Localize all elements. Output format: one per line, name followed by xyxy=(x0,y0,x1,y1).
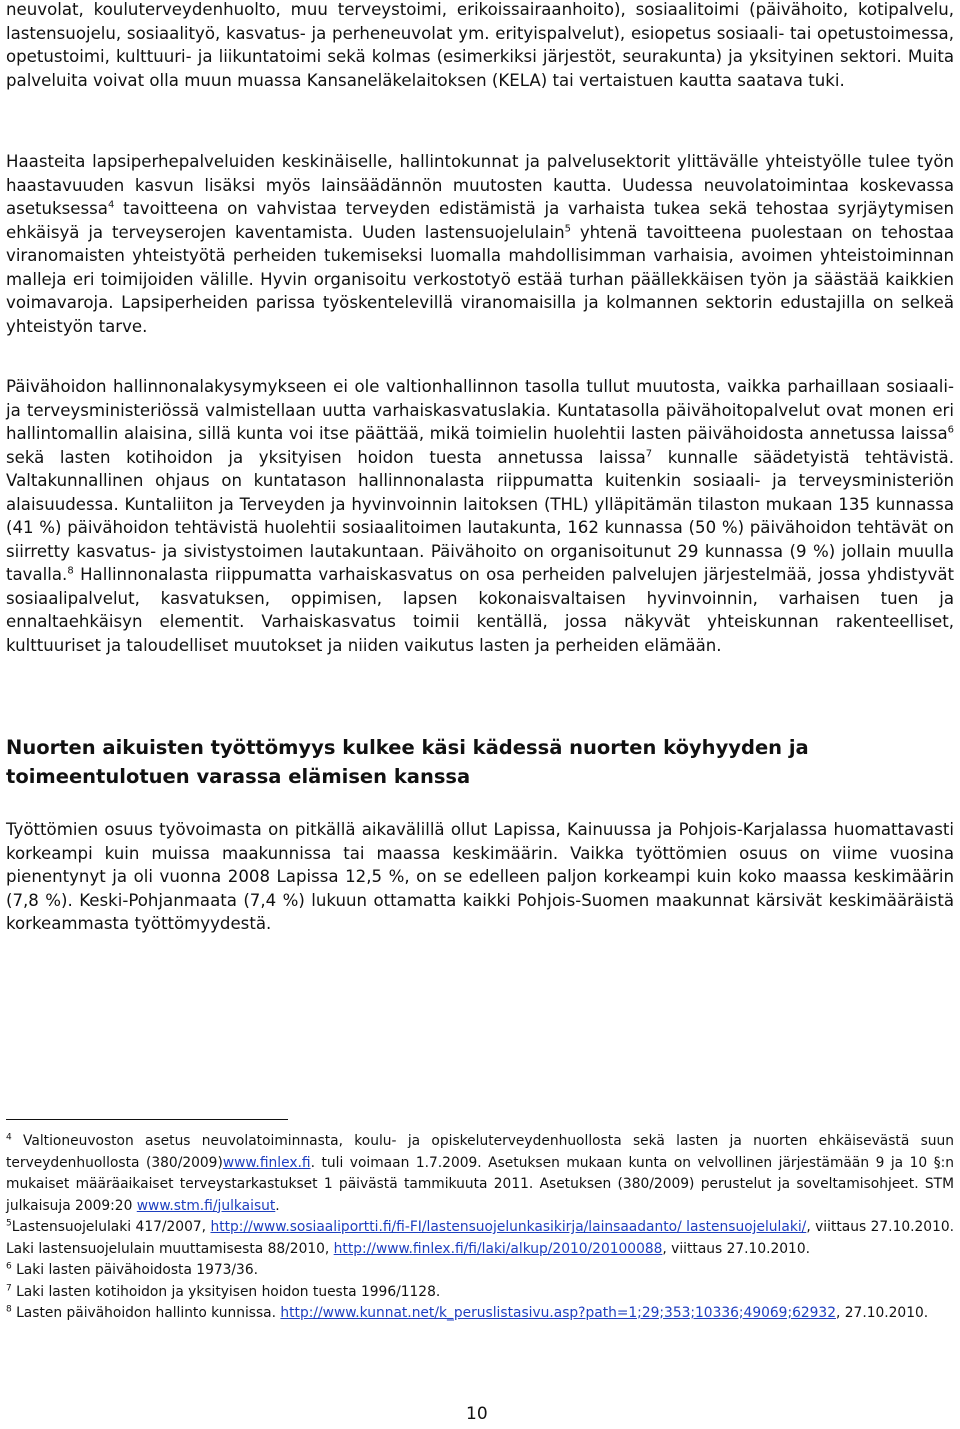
paragraph-daycare xyxy=(6,375,954,657)
footnote-text: , viittaus 27.10.2010. xyxy=(662,1240,810,1257)
finlex-law-link[interactable]: http://www.finlex.fi/fi/laki/alkup/2010/20100088 xyxy=(333,1240,663,1257)
footnote-divider xyxy=(6,1119,288,1120)
section-heading: Nuorten aikuisten työttömyys kulkee käsi kädessä nuorten köyhyyden ja toimeentulotuen varassa elämisen kanssa xyxy=(6,736,809,788)
footnote-ref-6: 6 xyxy=(947,424,954,436)
footnote-text: Lasten päivähoidon hallinto kunnissa. xyxy=(11,1305,281,1321)
footnote-ref-8: 8 xyxy=(67,565,74,577)
footnote-number: 7 xyxy=(6,1282,12,1293)
paragraph-text: kunnalle säädetyistä tehtävistä. Valtakunnallinen ohjaus on kuntatason hallinnonalasta riippumatta kuitenkin sosiaali- ja terveysministeriön alaisuudessa. Kuntaliiton ja Terveyden ja hyvinvoinnin laitoksen (THL) ylläpitämän tilaston mukaan 135 kunnassa (41 %) päivähoidon tehtävistä huolehtii sosiaalitoimen lautakunta, 162 kunnassa (50 %) päivähoidon tehtävät on siirretty kasvatus- ja sivistystoimen lautakuntaan. Päivähoito on organisoitunut 29 kunnassa (9 %) jollain muulla tavalla. xyxy=(6,447,954,584)
footnote-text: . tuli voimaan 1.7.2009. Asetuksen mukaan kunta on velvollinen järjestämään 9 ja 10 §:n mukaiset määräaikaiset terveystarkastukset 1 päivästä tammikuuta 2011. Asetuksen (380/2009) perustelut ja soveltamisohjeet. STM julkaisuja 2009:20 xyxy=(6,1154,954,1214)
footnote-text: Laki lasten kotihoidon ja yksityisen hoidon tuesta 1996/1128. xyxy=(11,1283,441,1300)
footnote-ref-7: 7 xyxy=(645,447,653,459)
sosiaaliportti-link[interactable]: http://www.sosiaaliportti.fi/fi-FI/lastensuojelunkasikirja/lainsaadanto/ lastensuojelulaki/ xyxy=(210,1219,807,1235)
footnote-text: Valtioneuvoston asetus neuvolatoiminnasta, koulu- ja opiskeluterveydenhuollosta sekä lasten ja nuorten ehkäisevästä suun terveydenhuollosta (380/2009) xyxy=(6,1133,954,1171)
footnote-number: 8 xyxy=(6,1304,12,1315)
paragraph-text: Päivähoidon hallinnonalakysymykseen ei ole valtionhallinnon tasolla tullut muutosta, vaikka parhaillaan sosiaali- ja terveysministeriössä valmistellaan uutta varhaiskasvatuslakia. Kuntatasolla päivähoitopalvelut ovat monen eri hallintomallin alaisina, sillä kunta voi itse päättää, mikä toimielin huolehtii lasten päivähoidosta annetussa laissa xyxy=(6,377,954,443)
footnote-number: 6 xyxy=(6,1261,12,1272)
footnote-6 xyxy=(6,1260,954,1282)
footnote-text: Laki lasten päivähoidosta 1973/36. xyxy=(11,1262,258,1278)
kunnat-link[interactable]: http://www.kunnat.net/k_peruslistasivu.asp?path=1;29;353;10336;49069;62932 xyxy=(280,1305,836,1321)
paragraph-text: Hallinnonalasta riippumatta varhaiskasvatus on osa perheiden palvelujen järjestelmää, jossa yhdistyvät sosiaalipalvelut, kasvatuksen, oppimisen, lapsen kokonaisvaltaisen hyvinvoinnin, varhaisen tuen ja ennaltaehkäisyn elementit. Varhaiskasvatus toimii kentällä, jossa näkyvät yhteiskunnan rakenteelliset, kulttuuriset ja taloudelliset muutokset ja niiden vaikutus lasten ja perheiden elämään. xyxy=(6,565,954,655)
paragraph-cooperation xyxy=(6,150,954,338)
paragraph-text: neuvolat, kouluterveydenhuolto, muu terveystoimi, erikoissairaanhoito), sosiaalitoimi (päivähoito, kotipalvelu, lastensuojelu, sosiaalityö, kasvatus- ja perheneuvolat ym. erityispalvelut), esiopetus sosiaali- tai opetustoimessa, opetustoimi, kulttuuri- ja liikuntatoimi sekä kolmas (esimerkiksi järjestöt, seurakunta) ja yksityinen sektori. Muita palveluita voivat olla muun muassa Kansaneläkelaitoksen (KELA) tai vertaistuen kautta saatava tuki. xyxy=(6,0,954,90)
paragraph-text: yhtenä tavoitteena puolestaan on tehostaa viranomaisten yhteistyötä perheiden tukemiseksi luomalla mahdollisimman varhaisia, avoimen yhteistoiminnan malleja eri toimijoiden välille. Hyvin organisoitu verkostotyö estää turhan päällekkäisen työn ja säästää kaikkien voimavaroja. Lapsiperheiden parissa työskentelevillä viranomaisilla ja kolmannen sektorin edustajilla on selkeä yhteistyön tarve. xyxy=(6,222,954,336)
finlex-link[interactable]: www.finlex.fi xyxy=(222,1154,311,1171)
footnote-text: , viittaus 27.10.2010. Laki lastensuojelulain muuttamisesta 88/2010, xyxy=(6,1219,955,1257)
footnote-number: 4 xyxy=(6,1132,12,1143)
paragraph-unemployment xyxy=(6,818,954,936)
footnote-ref-4: 4 xyxy=(107,199,115,211)
paragraph-text: tavoitteena on vahvistaa terveyden edistämistä ja varhaista tukea sekä tehostaa syrjäytymisen ehkäisyä ja terveyserojen kaventamista. Uuden lastensuojelulain xyxy=(6,199,954,242)
footnote-7 xyxy=(6,1282,954,1304)
footnote-8 xyxy=(6,1303,954,1325)
footnote-number: 5 xyxy=(6,1218,12,1229)
paragraph-text: Työttömien osuus työvoimasta on pitkällä aikavälillä ollut Lapissa, Kainuussa ja Pohjois-Karjalassa huomattavasti korkeampi kuin muissa maakunnissa tai maassa keskimäärin. Vaikka työttömien osuus on viime vuosina pienentynyt ja oli vuonna 2008 Lapissa 12,5 %, on se edelleen paljon korkeampi kuin koko maassa keskimäärin (7,8 %). Keski-Pohjanmaata (7,4 %) lukuun ottamatta kaikki Pohjois-Suomen maakunnat kärsivät keskimääräistä korkeammasta työttömyydestä. xyxy=(6,820,954,933)
footnote-text: . xyxy=(275,1197,280,1214)
footnote-text: Lastensuojelulaki 417/2007, xyxy=(11,1219,211,1235)
paragraph-text: Haasteita lapsiperhepalveluiden keskinäiselle, hallintokunnat ja palvelusektorit ylittävälle yhteistyölle tulee työn haastavuuden kasvun lisäksi myös lainsäädännön muutosten kautta. Uudessa neuvolatoimintaa koskevassa asetuksessa xyxy=(6,152,954,218)
footnotes xyxy=(6,1131,954,1325)
footnote-ref-5: 5 xyxy=(564,222,571,234)
footnote-text: , 27.10.2010. xyxy=(836,1305,929,1321)
stm-julkaisut-link[interactable]: www.stm.fi/julkaisut xyxy=(136,1197,276,1214)
paragraph-text: sekä lasten kotihoidon ja yksityisen hoidon tuesta annetussa laissa xyxy=(6,447,646,467)
page-number: 10 xyxy=(466,1404,488,1424)
paragraph-services xyxy=(6,0,954,92)
footnote-4 xyxy=(6,1131,954,1217)
footnote-5 xyxy=(6,1217,954,1260)
